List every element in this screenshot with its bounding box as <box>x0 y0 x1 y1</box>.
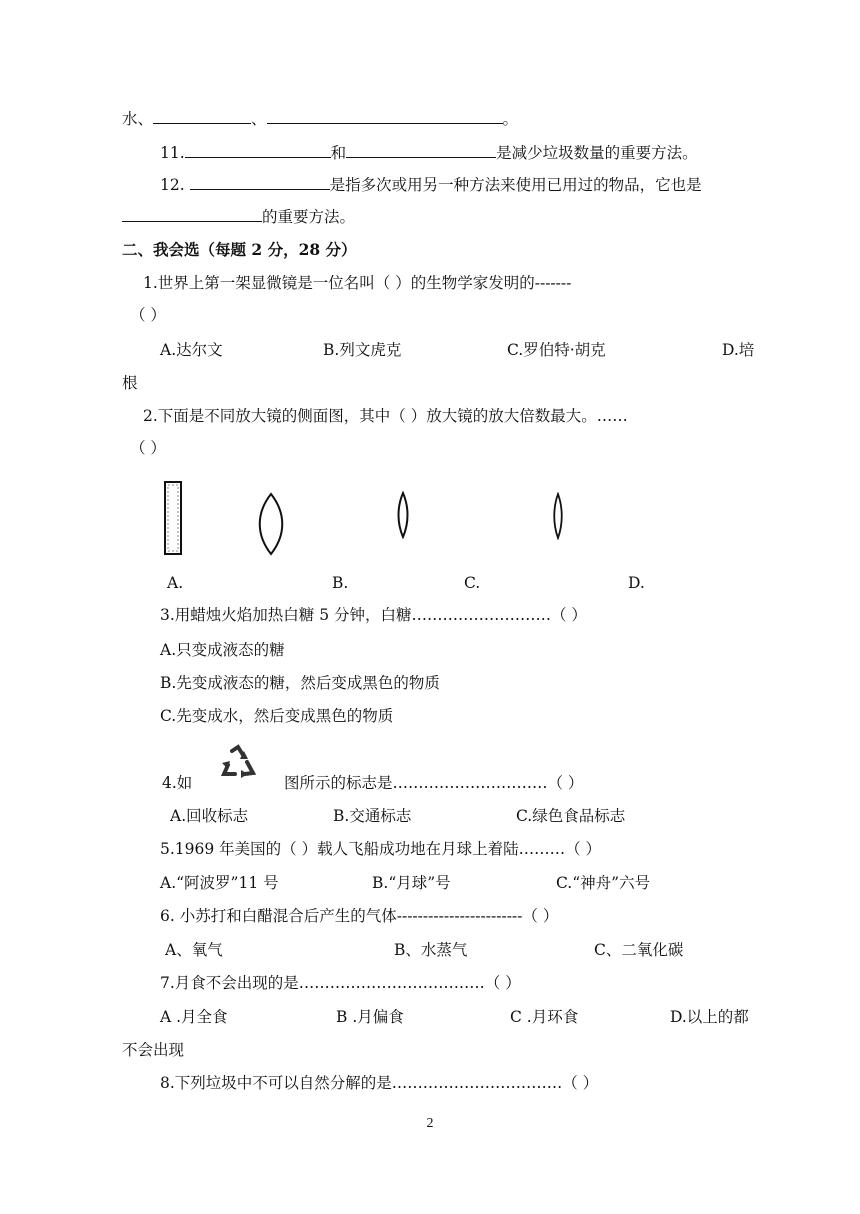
option-c[interactable]: C.绿色食品标志 <box>516 807 626 825</box>
option-b[interactable]: B.交通标志 <box>333 807 412 825</box>
recycle-icon <box>216 743 260 781</box>
option-d[interactable]: D.培 <box>722 341 755 359</box>
question-5: 5.1969 年美国的（ ）载人飞船成功地在月球上着陆………（ ） <box>160 840 602 858</box>
text: 是指多次或用另一种方法来使用已用过的物品，它也是 <box>329 176 702 194</box>
question-12-continuation <box>122 206 355 227</box>
option-a[interactable]: A.回收标志 <box>170 807 249 825</box>
option-c[interactable]: C .月环食 <box>510 1008 579 1026</box>
text: 、 <box>251 110 267 128</box>
section-heading: 二、我会选（每题 2 分，28 分） <box>122 240 357 259</box>
answer-blank[interactable] <box>190 174 330 190</box>
page-number: 2 <box>426 1116 434 1131</box>
option-c[interactable]: C. <box>464 574 481 592</box>
question-3: 3.用蜡烛火焰加热白糖 5 分钟，白糖………………………（ ） <box>160 606 587 624</box>
text: 。 <box>502 110 519 128</box>
text: 12. <box>160 176 190 194</box>
option-c[interactable]: C.“神舟”六号 <box>556 874 651 892</box>
question-2: 2.下面是不同放大镜的侧面图，其中（ ）放大镜的放大倍数最大。…… <box>143 407 628 425</box>
option-a[interactable]: A、氧气 <box>165 941 223 959</box>
text: 是减少垃圾数量的重要方法。 <box>496 144 698 162</box>
option-b[interactable]: B. <box>332 574 349 592</box>
thick-convex-lens-icon <box>256 491 286 557</box>
option-b[interactable]: B.列文虎克 <box>323 341 402 359</box>
text: 11. <box>160 144 185 162</box>
question-6: 6. 小苏打和白醋混合后产生的气体------------------------（ ） <box>160 907 559 925</box>
answer-paren[interactable]: （ ） <box>130 439 166 457</box>
text: 的重要方法。 <box>262 208 356 226</box>
answer-blank[interactable] <box>267 108 503 124</box>
answer-blank[interactable] <box>153 108 251 124</box>
flat-plate-lens-icon <box>163 479 187 557</box>
thin-convex-lens-icon <box>550 492 566 540</box>
question-8: 8.下列垃圾中不可以自然分解的是……………………………（ ） <box>160 1074 599 1092</box>
text: 水、 <box>122 110 154 128</box>
option-a[interactable]: A.达尔文 <box>160 341 223 359</box>
question-12 <box>160 174 702 195</box>
option-a[interactable]: A .月全食 <box>160 1008 228 1026</box>
option-d[interactable]: D.以上的都 <box>670 1008 749 1026</box>
answer-blank[interactable] <box>346 142 496 158</box>
option-a[interactable]: A. <box>167 574 184 592</box>
option-d[interactable]: D. <box>628 574 645 592</box>
question-4: 图所示的标志是…………………………（ ） <box>284 774 584 792</box>
answer-paren[interactable]: （ ） <box>130 306 166 324</box>
option-c[interactable]: C.先变成水，然后变成黑色的物质 <box>160 707 394 725</box>
question-1: 1.世界上第一架显微镜是一位名叫（ ）的生物学家发明的------- <box>143 274 572 292</box>
option-b[interactable]: B .月偏食 <box>336 1008 404 1026</box>
answer-blank[interactable] <box>185 142 331 158</box>
option-a[interactable]: A.“阿波罗”11 号 <box>160 874 279 892</box>
answer-blank[interactable] <box>122 206 262 222</box>
text: 和 <box>330 144 347 162</box>
question-11 <box>160 142 698 163</box>
option-b[interactable]: B.先变成液态的糖，然后变成黑色的物质 <box>160 674 440 692</box>
option-a[interactable]: A.只变成液态的糖 <box>160 641 285 659</box>
option-d-continuation: 不会出现 <box>122 1041 185 1059</box>
option-d-continuation: 根 <box>122 374 138 392</box>
option-c[interactable]: C.罗伯特·胡克 <box>507 341 606 359</box>
q10-continuation <box>122 108 518 129</box>
option-c[interactable]: C、二氧化碳 <box>594 941 684 959</box>
question-4-lead: 4.如 <box>162 774 193 792</box>
question-7: 7.月食不会出现的是………………………………（ ） <box>160 974 521 992</box>
option-b[interactable]: B、水蒸气 <box>394 941 468 959</box>
thin-convex-lens-icon <box>394 491 412 539</box>
option-b[interactable]: B.“月球”号 <box>372 874 451 892</box>
